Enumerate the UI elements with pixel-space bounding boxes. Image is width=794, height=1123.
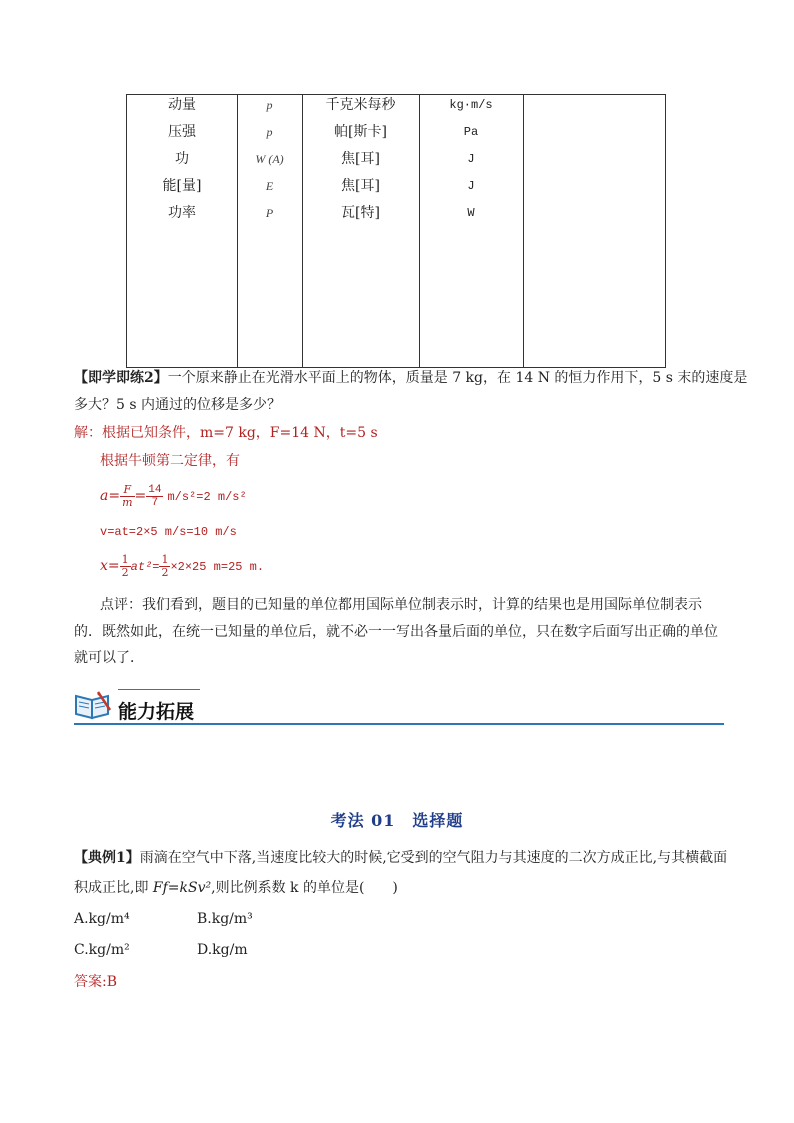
table-cell-unit-name: 瓦[特] — [341, 205, 380, 221]
table-cell-unit-symbol: W — [467, 206, 475, 220]
frac-num: 1 — [161, 552, 169, 566]
exercise-question-line2: 多大？5 s 内通过的位移是多少？ — [74, 397, 281, 413]
fraction-one-half — [159, 554, 170, 579]
frac-num: 1 — [121, 552, 129, 566]
frac-den: 2 — [161, 565, 169, 579]
exam-method-title: 考法 01 选择题 — [330, 811, 464, 830]
table-cell-unit-symbol: J — [467, 152, 475, 166]
equation-a — [100, 481, 247, 511]
eq-a-rest: m/s²=2 m/s² — [167, 490, 247, 504]
table-cell-unit-name: 焦[耳] — [341, 178, 380, 194]
book-pen-icon — [74, 688, 114, 722]
table-cell-quantity: 动量 — [168, 97, 196, 113]
eq-a-lhs: a= — [100, 488, 121, 504]
table-cell-quantity: 功率 — [168, 205, 196, 221]
example-text: 雨滴在空气中下落,当速度比较大的时候,它受到的空气阻力与其速度的二次方成正比,与其横截面 — [139, 850, 728, 866]
table-cell-quantity: 压强 — [168, 124, 196, 140]
eq-x-lhs: x= — [100, 558, 120, 574]
drag-formula: Ff=kSv² — [152, 880, 212, 896]
table-cell-unit-name: 焦[耳] — [341, 151, 380, 167]
comment-line1: 点评：我们看到，题目的已知量的单位都用国际单位制表示时，计算的结果也是用国际单位制表示 — [100, 597, 702, 613]
table-cell-unit-symbol: J — [467, 179, 475, 193]
frac-num: F — [120, 484, 134, 497]
section-top-rule — [118, 689, 200, 690]
table-cell-symbol: p — [266, 98, 273, 112]
comment-line3: 就可以了． — [74, 650, 144, 666]
fraction-f-over-m — [120, 484, 134, 509]
solution-intro-line — [74, 423, 378, 443]
table-cell-quantity: 能[量] — [162, 178, 202, 194]
table-cell-unit-name: 千克米每秒 — [325, 97, 396, 113]
fraction-14-over-7 — [146, 484, 163, 509]
table-cell-unit-symbol: Pa — [463, 125, 479, 139]
table-cell-quantity: 功 — [175, 151, 189, 167]
example-line1 — [74, 848, 727, 868]
equation-x — [100, 551, 264, 581]
section-underline — [74, 723, 724, 725]
example-line2 — [74, 878, 398, 898]
table-cell-unit-name: 帕[斯卡] — [334, 124, 387, 140]
table-cell-symbol: P — [265, 206, 274, 220]
frac-den: m — [122, 495, 133, 509]
answer: 答案:B — [74, 974, 118, 990]
fraction-one-half — [120, 554, 131, 579]
option-c: C.kg/m² — [74, 942, 130, 958]
exercise-text: 一个原来静止在光滑水平面上的物体，质量是 7 kg，在 14 N 的恒力作用下，5 s 末的速度是 — [167, 370, 748, 386]
frac-den: 2 — [121, 565, 129, 579]
solution-intro: 解：根据已知条件， — [74, 425, 200, 441]
comment-line2: 的．既然如此，在统一已知量的单位后，就不必一一写出各量后面的单位，只在数字后面写出正确的单位 — [74, 624, 718, 640]
exercise-question-line1 — [74, 368, 747, 388]
example-text-b: ,则比例系数 k 的单位是( ) — [211, 880, 398, 896]
table-cell-symbol: E — [265, 179, 274, 193]
table-col-divider — [523, 95, 524, 367]
solution-known: m=7 kg，F=14 N，t=5 s — [200, 425, 378, 441]
table-cell-unit-symbol: kg·m/s — [449, 98, 493, 112]
option-d: D.kg/m — [197, 942, 248, 958]
equation-v: v=at=2×5 m/s=10 m/s — [100, 525, 237, 539]
option-a: A.kg/m⁴ — [74, 911, 130, 927]
frac-den: 7 — [151, 496, 159, 509]
option-b: B.kg/m³ — [197, 911, 253, 927]
table-cell-symbol: W (A) — [255, 152, 284, 166]
table-cell-symbol: p — [266, 125, 273, 139]
solution-law: 根据牛顿第二定律，有 — [100, 453, 240, 469]
exercise-tag: 【即学即练2】 — [74, 370, 168, 386]
unit-table — [126, 94, 666, 368]
example-tag: 【典例1】 — [74, 850, 140, 866]
frac-num: 14 — [148, 483, 162, 496]
eq-a-equals: = — [134, 488, 147, 504]
example-text-a: 积成正比,即 — [74, 880, 153, 896]
eq-x-mid: at²= — [130, 560, 160, 574]
section-title: 能力拓展 — [118, 701, 195, 723]
eq-x-rest: ×2×25 m=25 m. — [170, 560, 265, 574]
